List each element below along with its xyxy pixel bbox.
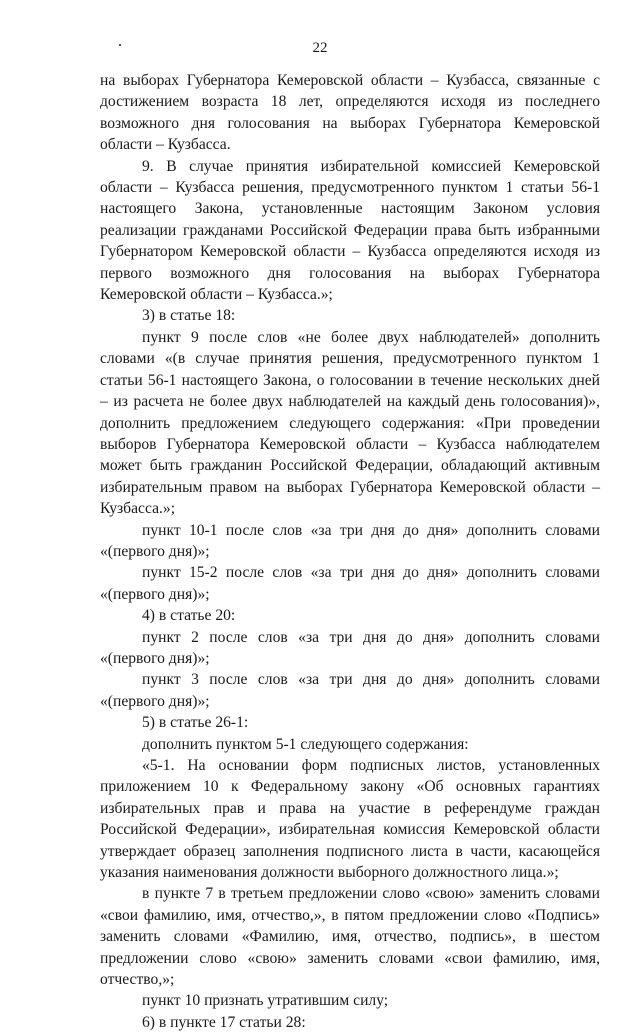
paragraph: 5) в статье 26-1: bbox=[142, 714, 249, 732]
paragraph: пункт 9 после слов «не более двух наблюдателей» дополнить словами «(в случае принятия решения, предусмотренного пунктом 1 статьи 56-1 настоящего Закона, о голосовании в течение нескольких дней – из расчета не более двух наблюдателей на каждый день голосования)», дополнить предложением следующего содержания: «При проведении выборов Губернатора Кемеровской области – Кузбасса наблюдателем может быть гражданин Российской Федерации, обладающий активным избирательным правом на выборах Губернатора Кемеровской области – Кузбасса.»; bbox=[100, 328, 600, 518]
paragraph: «5-1. На основании форм подписных листов, установленных приложением 10 к Федеральному закону «Об основных гарантиях избирательных прав и права на участие в референдуме граждан Российской Федерации», избирательная комиссия Кемеровской области утверждает образец заполнения подписного листа в части, касающейся указания наименования должности выборного должностного лица.»; bbox=[100, 757, 600, 882]
paragraph: пункт 3 после слов «за три дня до дня» дополнить словами «(первого дня)»; bbox=[100, 671, 600, 710]
paragraph: дополнить пунктом 5-1 следующего содержания: bbox=[142, 735, 469, 753]
paragraph: 3) в статье 18: bbox=[142, 307, 236, 325]
paragraph: 9. В случае принятия избирательной комиссией Кемеровской области – Кузбасса решения, предусмотренного пунктом 1 статьи 56-1 настоящего Закона, установленные настоящим Законом условия реализации гражданами Российской Федерации права быть избранными Губернатором Кемеровской области – Кузбасса определяются исходя из первого возможного дня голосования на выборах Губернатора Кемеровской области – Кузбасса.»; bbox=[100, 157, 600, 304]
paragraph: пункт 10 признать утратившим силу; bbox=[142, 992, 389, 1010]
paragraph: на выборах Губернатора Кемеровской области – Кузбасса, связанные с достижением возраста 18 лет, определяются исходя из последнего возможного дня голосования на выборах Губернатора Кемеровской области – Кузбасса. bbox=[100, 72, 600, 154]
document-body bbox=[100, 70, 600, 1033]
paragraph: 6) в пункте 17 статьи 28: bbox=[142, 1013, 306, 1031]
paragraph: 4) в статье 20: bbox=[142, 607, 236, 625]
page-number: 22 bbox=[312, 40, 328, 56]
paragraph: в пункте 7 в третьем предложении слово «свою» заменить словами «свои фамилию, имя, отчество,», в пятом предложении слово «Подпись» заменить словами «Фамилию, имя, отчество, подпись», в шестом предложении слово «свою» заменить словами «свои фамилию, имя, отчество,»; bbox=[100, 885, 600, 989]
paragraph: пункт 2 после слов «за три дня до дня» дополнить словами «(первого дня)»; bbox=[100, 628, 600, 667]
paragraph: пункт 10-1 после слов «за три дня до дня» дополнить словами «(первого дня)»; bbox=[100, 521, 600, 560]
paragraph: пункт 15-2 после слов «за три дня до дня» дополнить словами «(первого дня)»; bbox=[100, 564, 600, 603]
